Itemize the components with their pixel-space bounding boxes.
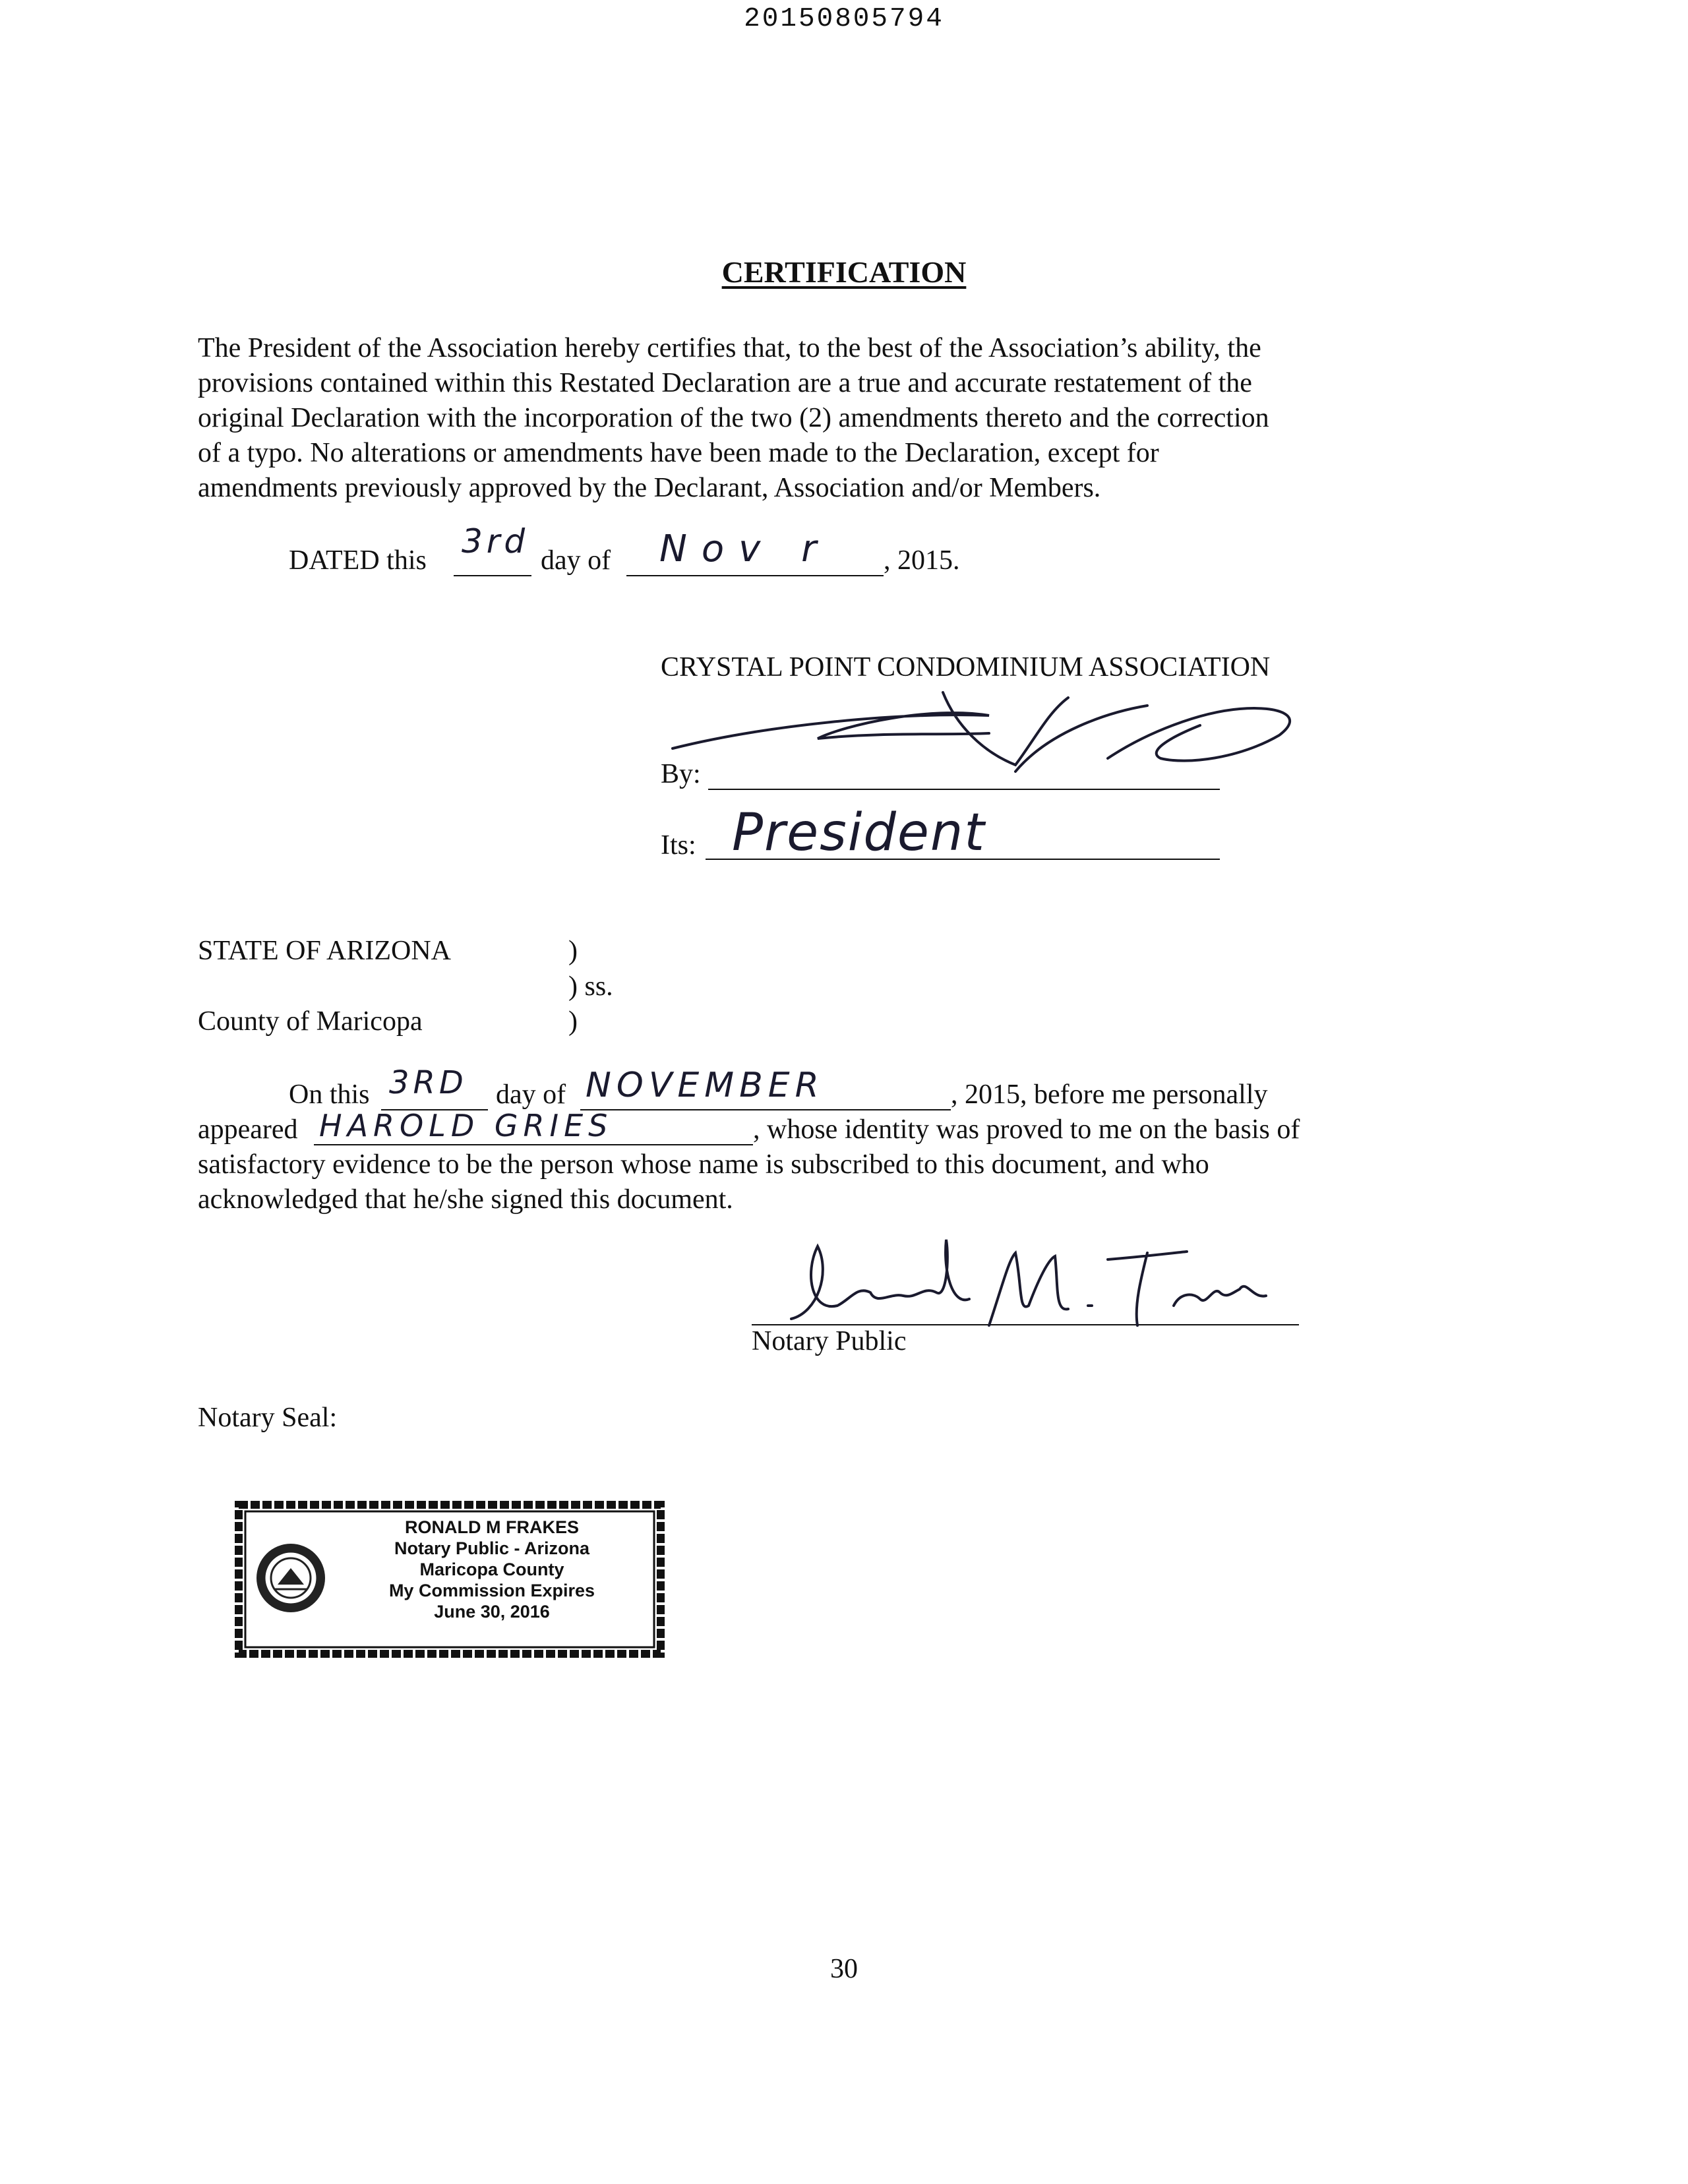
page-title: CERTIFICATION — [721, 255, 967, 289]
by-label: By: — [661, 759, 701, 789]
ack-line1-suffix: , 2015, before me personally — [951, 1079, 1268, 1110]
ack-name-blank — [314, 1144, 753, 1145]
ack-appeared: appeared — [198, 1114, 298, 1145]
notary-signature — [778, 1233, 1306, 1339]
page-number: 30 — [830, 1954, 858, 1984]
dated-year: , 2015. — [884, 545, 960, 576]
recording-number: 20150805794 — [744, 4, 944, 34]
dated-month-handwritten: Nov r — [659, 528, 831, 570]
venue-state: STATE OF ARIZONA — [198, 936, 451, 966]
association-name: CRYSTAL POINT CONDOMINIUM ASSOCIATION — [661, 652, 1271, 682]
ack-on-this: On this — [289, 1079, 370, 1110]
stamp-line: My Commission Expires — [388, 1581, 595, 1600]
stamp-line: Maricopa County — [419, 1560, 564, 1579]
ack-line3: satisfactory evidence to be the person whose name is subscribed to this document, and who — [198, 1149, 1209, 1180]
dated-prefix: DATED this — [289, 545, 427, 576]
venue-paren: ) — [568, 936, 578, 966]
stamp-line: June 30, 2016 — [434, 1602, 550, 1622]
dated-day-handwritten: 3rd — [462, 522, 529, 561]
its-label: Its: — [661, 830, 696, 861]
stamp-line: Notary Public - Arizona — [394, 1538, 590, 1558]
ack-line4: acknowledged that he/she signed this document. — [198, 1184, 733, 1215]
notary-seal-label: Notary Seal: — [198, 1403, 338, 1433]
ack-month-blank — [580, 1109, 951, 1110]
ack-name-handwritten: HAROLD GRIES — [319, 1108, 613, 1143]
venue-paren: ) — [568, 1006, 578, 1037]
dated-month-blank — [626, 575, 884, 576]
paragraph-line: of a typo. No alterations or amendments have been made to the Declaration, except for — [198, 438, 1159, 468]
paragraph-line: original Declaration with the incorporation of the two (2) amendments thereto and the correction — [198, 403, 1269, 433]
stamp-line: RONALD M FRAKES — [405, 1517, 579, 1537]
dated-day-blank — [454, 575, 531, 576]
ack-line2-suffix: , whose identity was proved to me on the basis of — [753, 1114, 1300, 1145]
stamp-text — [334, 1517, 650, 1622]
certification-paragraph — [198, 331, 1269, 506]
its-handwritten-title: President — [732, 803, 986, 863]
notary-stamp — [235, 1501, 665, 1658]
ack-month-handwritten: NOVEMBER — [586, 1066, 824, 1105]
dated-day-of: day of — [541, 545, 611, 576]
by-signature-line — [708, 789, 1220, 790]
paragraph-line: amendments previously approved by the Declarant, Association and/or Members. — [198, 473, 1101, 503]
ack-day-of: day of — [496, 1079, 566, 1110]
paragraph-line: The President of the Association hereby certifies that, to the best of the Association’s ability, the — [198, 333, 1261, 363]
arizona-seal-icon — [255, 1542, 327, 1614]
venue-county: County of Maricopa — [198, 1006, 423, 1037]
ack-day-handwritten: 3RD — [389, 1064, 467, 1101]
notary-public-label: Notary Public — [752, 1326, 907, 1356]
venue-ss: ) ss. — [568, 971, 613, 1002]
paragraph-line: provisions contained within this Restated Declaration are a true and accurate restatement of the — [198, 368, 1252, 398]
president-signature — [646, 686, 1332, 778]
